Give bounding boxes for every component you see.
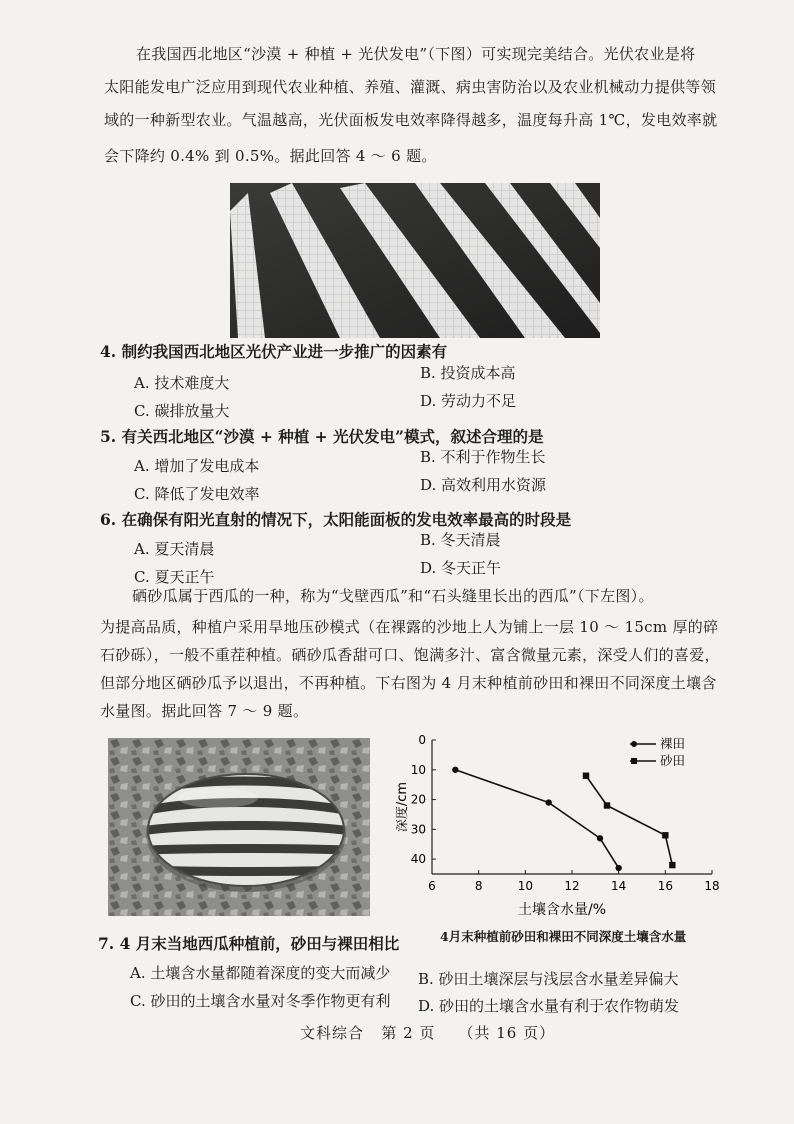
chart-x-tick-label: 10 [517, 879, 533, 893]
question-5-option-b[interactable]: B. 不利于作物生长 [420, 448, 546, 466]
chart-y-tick-label: 0 [418, 733, 426, 747]
chart-caption: 4月末种植前砂田和裸田不同深度土壤含水量 [440, 929, 687, 944]
chart-x-axis-label: 土壤含水量/% [517, 902, 607, 918]
question-4-option-d[interactable]: D. 劳动力不足 [420, 392, 517, 410]
intro2-line2: 为提高品质，种植户采用旱地压砂模式（在裸露的沙地上人为铺上一层 10 ～ 15cm 厚的碎 [100, 618, 719, 636]
intro1-line4: 会下降约 0.4% 到 0.5%。据此回答 4 ～ 6 题。 [104, 147, 437, 165]
question-4-option-b[interactable]: B. 投资成本高 [420, 364, 516, 382]
question-5-option-d[interactable]: D. 高效利用水资源 [420, 476, 547, 494]
question-7-option-c[interactable]: C. 砂田的土壤含水量对冬季作物更有利 [130, 992, 391, 1010]
intro1-line1: 在我国西北地区“沙漠 + 种植 + 光伏发电”（下图）可实现完美结合。光伏农业是将 [136, 45, 696, 63]
chart-y-tick-label: 40 [410, 852, 426, 867]
question-4-option-a[interactable]: A. 技术难度大 [134, 374, 230, 392]
question-7-option-d[interactable]: D. 砂田的土壤含水量有利于农作物萌发 [418, 997, 680, 1015]
intro2-line1: 硒砂瓜属于西瓜的一种，称为“戈壁西瓜”和“石头缝里长出的西瓜”（下左图）。 [132, 587, 654, 605]
footer-subject: 文科综合 [300, 1024, 365, 1042]
question-6-stem: 6. 在确保有阳光直射的情况下，太阳能面板的发电效率最高的时段是 [100, 510, 572, 529]
question-5-option-a[interactable]: A. 增加了发电成本 [134, 457, 260, 475]
chart-legend-label: 砂田 [660, 753, 686, 768]
chart-y-tick-label: 10 [410, 762, 426, 777]
chart-series-line-1 [455, 770, 618, 868]
chart-legend-marker [631, 758, 637, 764]
question-6-option-d[interactable]: D. 冬天正午 [420, 559, 502, 577]
intro2-line4: 但部分地区硒砂瓜予以退出，不再种植。下右图为 4 月末种植前砂田和裸田不同深度土壤含 [100, 674, 717, 692]
chart-point-1 [615, 865, 621, 871]
chart-y-tick-label: 30 [410, 822, 426, 837]
soil-moisture-chart-svg [396, 724, 726, 954]
question-7-stem: 7. 4 月末当地西瓜种植前，砂田与裸田相比 [98, 934, 400, 953]
chart-point-2 [583, 773, 589, 779]
question-6-option-c[interactable]: C. 夏天正午 [134, 568, 215, 586]
chart-x-tick-label: 16 [657, 879, 673, 893]
question-7-option-b[interactable]: B. 砂田土壤深层与浅层含水量差异偏大 [418, 970, 679, 988]
intro1-line2: 太阳能发电广泛应用到现代农业种植、养殖、灌溉、病虫害防治以及农业机械动力提供等领 [104, 78, 717, 96]
question-6-option-b[interactable]: B. 冬天清晨 [420, 531, 501, 549]
soil-moisture-chart [396, 724, 726, 954]
watermelon-photo [108, 738, 370, 916]
chart-x-tick-label: 8 [474, 879, 483, 893]
chart-x-tick-label: 12 [564, 879, 580, 893]
chart-point-1 [545, 799, 551, 805]
question-5-stem: 5. 有关西北地区“沙漠 + 种植 + 光伏发电”模式，叙述合理的是 [100, 427, 544, 446]
chart-legend-marker [631, 741, 637, 747]
chart-point-1 [597, 835, 603, 841]
intro2-line3: 石砂砾），一般不重茬种植。硒砂瓜香甜可口、饱满多汁、富含微量元素，深受人们的喜爱， [100, 646, 720, 664]
chart-x-tick-label: 18 [704, 879, 720, 893]
question-4-stem: 4. 制约我国西北地区光伏产业进一步推广的因素有 [100, 342, 448, 361]
chart-legend-label: 裸田 [660, 736, 686, 751]
question-4-option-c[interactable]: C. 碳排放量大 [134, 402, 230, 420]
chart-series-line-2 [586, 776, 672, 865]
chart-x-tick-label: 14 [611, 879, 627, 893]
chart-y-tick-label: 20 [410, 792, 426, 807]
chart-x-tick-label: 6 [428, 879, 436, 893]
page-footer [300, 1022, 555, 1043]
intro2-line5: 水量图。据此回答 7 ～ 9 题。 [100, 702, 309, 720]
chart-point-1 [452, 767, 458, 773]
chart-point-2 [604, 802, 610, 808]
solar-panel-photo [230, 183, 600, 338]
footer-total-pages: （共 16 页） [458, 1024, 556, 1042]
footer-page-number: 第 2 页 [381, 1024, 436, 1042]
question-5-option-c[interactable]: C. 降低了发电效率 [134, 485, 260, 503]
question-6-option-a[interactable]: A. 夏天清晨 [134, 540, 215, 558]
chart-point-2 [662, 832, 668, 838]
question-7-option-a[interactable]: A. 土壤含水量都随着深度的变大而减少 [130, 964, 391, 982]
chart-y-axis-label: 深度/cm [396, 781, 410, 833]
chart-point-2 [669, 862, 675, 868]
intro1-line3: 域的一种新型农业。气温越高，光伏面板发电效率降得越多，温度每升高 1℃，发电效率就 [104, 111, 718, 129]
